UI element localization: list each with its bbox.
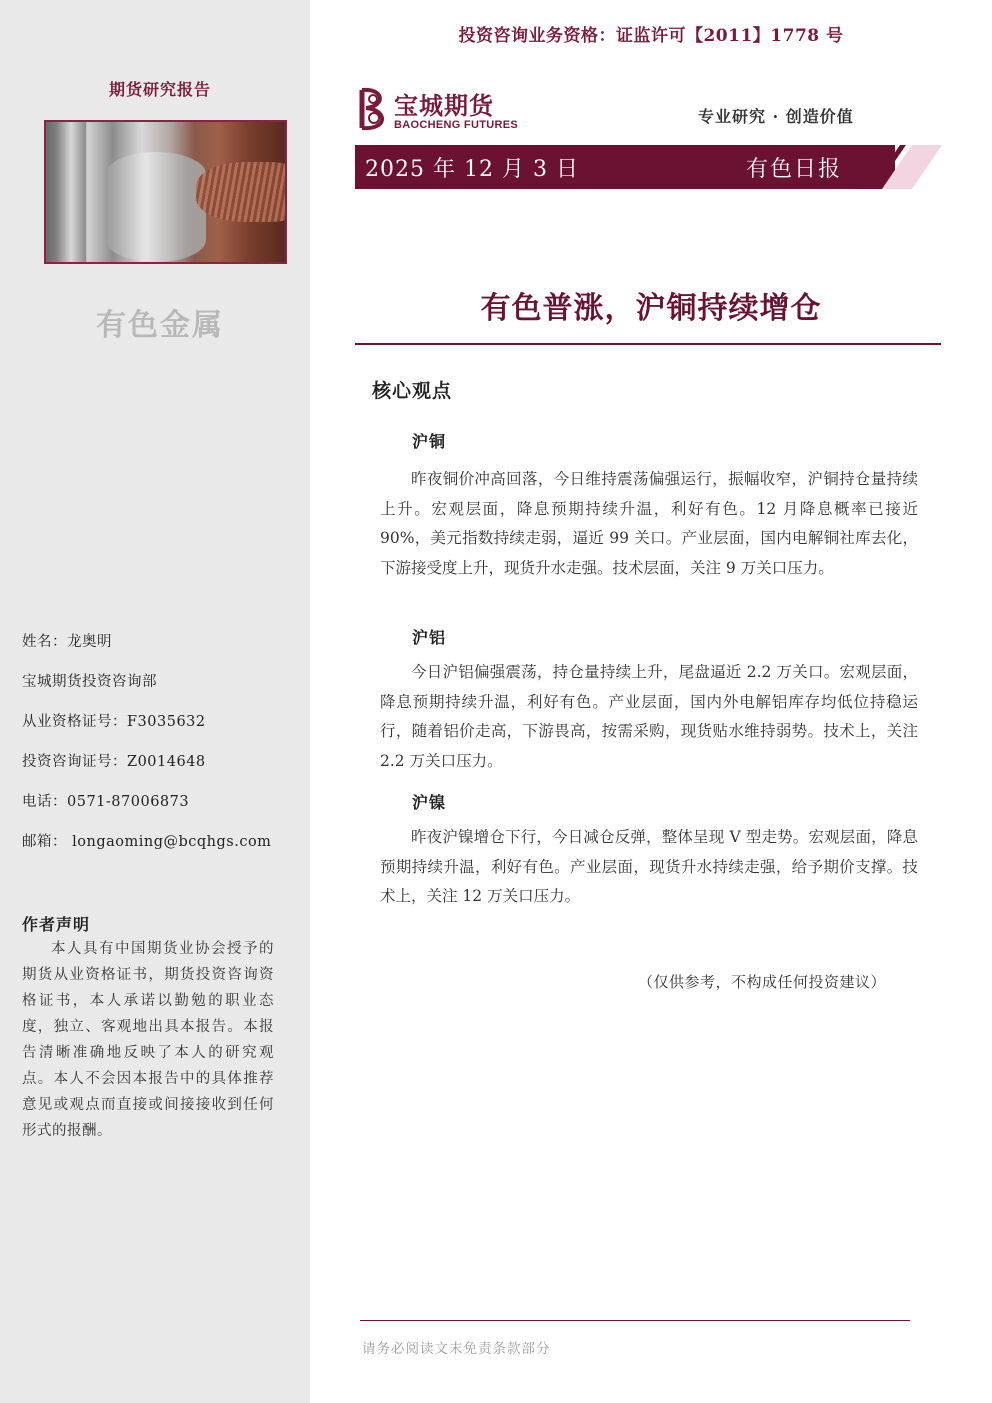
section-text-nickel: 昨夜沪镍增仓下行，今日减仓反弹，整体呈现 V 型走势。宏观层面，降息预期持续升温，利好有色。产业层面，现货升水持续走强，给予期价支撑。技术上，关注 12 万关口压力。 <box>380 828 918 905</box>
report-type: 有色日报 <box>746 157 843 182</box>
disclaimer: （仅供参考，不构成任何投资建议） <box>638 973 887 991</box>
consulting-number: 投资咨询证号：Z0014648 <box>22 754 206 770</box>
section-title-copper: 沪铜 <box>412 432 447 451</box>
core-view-title: 核心观点 <box>372 380 453 402</box>
logo-chinese: 宝城期货 <box>394 92 494 120</box>
report-series-title: 期货研究报告 <box>108 80 211 99</box>
logo-english: BAOCHENG FUTURES <box>394 119 518 131</box>
author-statement-title: 作者声明 <box>22 915 91 934</box>
phone: 电话：0571-87006873 <box>22 794 190 810</box>
slogan: 专业研究 · 创造价值 <box>698 107 854 126</box>
category-label: 有色金属 <box>96 308 224 343</box>
photo-copper-coil <box>196 162 287 222</box>
section-text-copper: 昨夜铜价冲高回落，今日维持震荡偏强运行，振幅收窄，沪铜持仓量持续上升。宏观层面，降息预期持续升温，利好有色。12 月降息概率已接近 90%，美元指数持续走弱，逼近 99 关口。产业层面，国内电解铜社库去化，下游接受度上升，现货升水走强。技术层面，关注 9 万关口压力。 <box>380 470 918 577</box>
section-title-aluminum: 沪铝 <box>412 628 447 647</box>
section-text-aluminum: 今日沪铝偏强震荡，持仓量持续上升，尾盘逼近 2.2 万关口。宏观层面，降息预期持续升温，利好有色。产业层面，国内外电解铝库存均低位持稳运行，随着铝价走高，下游畏高，按需采购，现货贴水维持弱势。技术上，关注 2.2 万关口压力。 <box>380 663 918 770</box>
footer-note: 请务必阅读文末免责条款部分 <box>362 1341 551 1357</box>
analyst-name: 姓名：龙奥明 <box>22 634 112 650</box>
email: 邮箱： longaoming@bcqhgs.com <box>22 834 272 850</box>
qualification-number: 从业资格证号：F3035632 <box>22 714 206 730</box>
banner-stripes-icon <box>856 145 942 189</box>
photo-cylinder <box>106 152 206 262</box>
sidebar <box>0 0 310 1403</box>
logo-mark-icon <box>356 86 390 132</box>
footer-divider <box>360 1320 910 1321</box>
section-title-nickel: 沪镍 <box>412 793 447 812</box>
metal-photo <box>44 120 287 264</box>
headline-divider <box>355 343 941 345</box>
analyst-contact <box>22 632 271 872</box>
report-date: 2025 年 12 月 3 日 <box>365 157 579 182</box>
headline: 有色普涨，沪铜持续增仓 <box>480 291 822 326</box>
photo-pipe <box>56 122 86 264</box>
department: 宝城期货投资咨询部 <box>22 674 157 690</box>
author-statement: 本人具有中国期货业协会授予的期货从业资格证书，期货投资咨询资格证书，本人承诺以勤勉的职业态度，独立、客观地出具本报告。本报告清晰准确地反映了本人的研究观点。本人不会因本报告中的具体推荐意见或观点而直接或间接接收到任何形式的报酬。 <box>22 941 274 1139</box>
company-logo <box>356 86 526 134</box>
license-line: 投资咨询业务资格：证监许可【2011】1778 号 <box>458 26 844 46</box>
